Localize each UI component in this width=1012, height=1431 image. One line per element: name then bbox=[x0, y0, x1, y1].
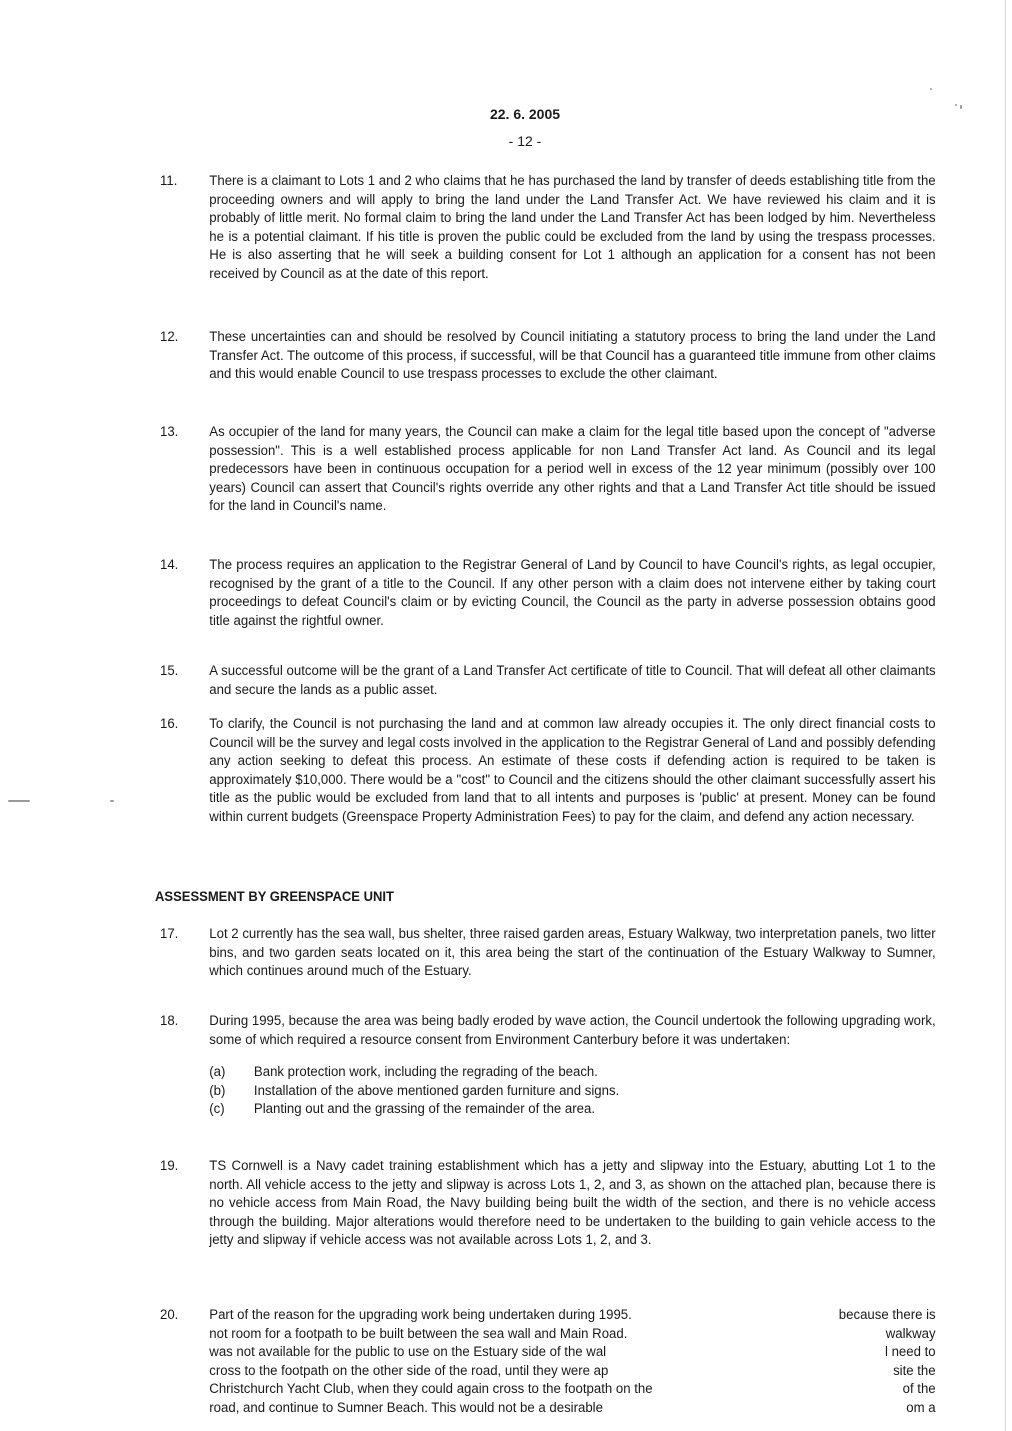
text-line bbox=[209, 1399, 935, 1418]
line-left: Christchurch Yacht Club, when they could again cross to the footpath on the bbox=[209, 1381, 653, 1398]
text-line bbox=[209, 1325, 935, 1344]
paragraph-text: Lot 2 currently has the sea wall, bus shelter, three raised garden areas, Estuary Walkway, two interpretation panels, two litter bins, and two garden seats located on it, this area being the start of the continuation of the Estuary Walkway to Sumner, which continues around much of the Estuary. bbox=[209, 926, 936, 980]
text-line bbox=[209, 1343, 935, 1362]
text-line bbox=[209, 1306, 935, 1325]
paragraph-text: To clarify, the Council is not purchasing the land and at common law already occupies it. The only direct financial costs to Council will be the survey and legal costs involved in the application to the Registrar General of Land and possibly defending any action seeking to defeat this process. An estimate of these costs if defending action is required to be taken is approximately $10,000. There would be a "cost" to Council and the citizens should the other claimant successfully assert his title as the public would be excluded from land that to all intents and purposes is 'public' at present. Money can be found within current budgets (Greenspace Property Administration Fees) to pay for the claim, and defend any action necessary. bbox=[209, 716, 936, 825]
line-right: l need to bbox=[884, 1344, 936, 1361]
sub-item-label: (b) bbox=[209, 1082, 226, 1099]
paragraph-19 bbox=[160, 1157, 936, 1250]
sub-item bbox=[209, 1063, 935, 1082]
paragraph-18 bbox=[160, 1012, 936, 1119]
sub-item bbox=[209, 1100, 935, 1119]
paragraph-number: 13. bbox=[160, 424, 179, 440]
scan-artifact bbox=[110, 800, 114, 802]
line-right: site the bbox=[893, 1362, 936, 1379]
paragraph-number: 20. bbox=[160, 1307, 179, 1323]
text-line bbox=[209, 1362, 935, 1381]
paragraph-14 bbox=[160, 556, 936, 630]
line-left: not room for a footpath to be built between the sea wall and Main Road. bbox=[209, 1325, 628, 1342]
section-heading: ASSESSMENT BY GREENSPACE UNIT bbox=[155, 888, 394, 904]
scan-artifact bbox=[960, 105, 962, 109]
scan-artifact bbox=[955, 104, 957, 106]
paragraph-text: A successful outcome will be the grant of a Land Transfer Act certificate of title to Council. That will defeat all other claimants and secure the lands as a public asset. bbox=[209, 663, 936, 698]
scan-artifact bbox=[8, 800, 30, 802]
sub-item-text: Bank protection work, including the regrading of the beach. bbox=[253, 1064, 598, 1081]
line-left: Part of the reason for the upgrading work being undertaken during 1995. bbox=[209, 1307, 632, 1323]
paragraph-12 bbox=[160, 328, 936, 384]
paragraph-17 bbox=[160, 925, 936, 981]
sub-item-label: (c) bbox=[209, 1101, 225, 1118]
line-right: because there is bbox=[838, 1307, 936, 1323]
paragraph-11 bbox=[160, 172, 936, 284]
sub-item-label: (a) bbox=[209, 1064, 226, 1081]
paragraph-text: TS Cornwell is a Navy cadet training establishment which has a jetty and slipway into the Estuary, abutting Lot 1 to the north. All vehicle access to the jetty and slipway is across Lots 1, 2, and 3, as shown on the attached plan, because there is no vehicle access from Main Road, the Navy building being built the width of the section, and there is no vehicle access through the building. Major alterations would therefore need to be undertaken to the building to gain vehicle access to the jetty and slipway if vehicle access was not available across Lots 1, 2, and 3. bbox=[209, 1158, 936, 1249]
paragraph-20 bbox=[160, 1306, 936, 1418]
line-left: cross to the footpath on the other side of the road, until they were ap bbox=[209, 1362, 609, 1379]
sub-item-text: Installation of the above mentioned garden furniture and signs. bbox=[253, 1082, 620, 1099]
document-date: 22. 6. 2005 bbox=[489, 106, 561, 122]
paragraph-15 bbox=[160, 662, 936, 699]
paragraph-number: 11. bbox=[160, 173, 178, 189]
paragraph-number: 12. bbox=[160, 329, 179, 345]
sub-item bbox=[209, 1082, 935, 1101]
paragraph-text: There is a claimant to Lots 1 and 2 who claims that he has purchased the land by transfer of deeds establishing title from the proceeding owners and will apply to bring the land under the Land Transfer Act. We have reviewed his claim and it is probably of little merit. No formal claim to bring the land under the Land Transfer Act has been lodged by him. Nevertheless he is a potential claimant. If his title is proven the public could be excluded from the land by using the trespass processes. He is also asserting that he will seek a building consent for Lot 1 although an application for a consent has not been received by Council as at the date of this report. bbox=[209, 173, 936, 282]
line-left: was not available for the public to use on the Estuary side of the wal bbox=[209, 1344, 607, 1361]
scan-artifact bbox=[930, 88, 932, 90]
text-line bbox=[209, 1380, 935, 1399]
paragraph-text bbox=[209, 1306, 935, 1418]
paragraph-number: 17. bbox=[160, 926, 179, 942]
sub-item-text: Planting out and the grassing of the remainder of the area. bbox=[253, 1101, 596, 1118]
paragraph-number: 19. bbox=[160, 1158, 179, 1174]
paragraph-text: As occupier of the land for many years, the Council can make a claim for the legal title based upon the concept of "adverse possession". This is a well established process applicable for non Land Transfer Act land. As Council and its legal predecessors have been in continuous occupation for a period well in excess of the 12 year minimum (possibly over 100 years) Council can assert that Council's rights override any other rights and that a Land Transfer Act title should be issued for the land in Council's name. bbox=[209, 424, 936, 515]
paragraph-number: 18. bbox=[160, 1013, 179, 1029]
sub-item-list bbox=[209, 1063, 935, 1119]
line-right: walkway bbox=[885, 1325, 936, 1342]
paragraph-16 bbox=[160, 715, 936, 827]
paragraph-13 bbox=[160, 423, 936, 516]
paragraph-text: The process requires an application to the Registrar General of Land by Council to have Council's rights, as legal occupier, recognised by the grant of a title to the Council. If any other person with a claim does not intervene either by taking court proceedings to defeat Council's claim or by evicting Council, the Council as the party in adverse possession obtains good title against the rightful owner. bbox=[209, 557, 936, 629]
paragraph-text: These uncertainties can and should be resolved by Council initiating a statutory process to bring the land under the Land Transfer Act. The outcome of this process, if successful, will be that Council has a guaranteed title immune from other claims and this would enable Council to use trespass processes to exclude the other claimant. bbox=[209, 329, 936, 383]
line-right: of the bbox=[902, 1381, 936, 1398]
paragraph-text: During 1995, because the area was being badly eroded by wave action, the Council undertook the following upgrading work, some of which required a resource consent from Environment Canterbury before it was undertaken: bbox=[209, 1013, 936, 1048]
paragraph-number: 15. bbox=[160, 663, 179, 679]
paragraph-number: 16. bbox=[160, 716, 179, 732]
page-edge-shadow bbox=[1005, 0, 1006, 1431]
line-left: road, and continue to Sumner Beach. This would not be a desirable bbox=[209, 1399, 603, 1416]
line-right: om a bbox=[906, 1399, 936, 1416]
paragraph-number: 14. bbox=[160, 557, 179, 573]
page-number: - 12 - bbox=[508, 133, 542, 149]
